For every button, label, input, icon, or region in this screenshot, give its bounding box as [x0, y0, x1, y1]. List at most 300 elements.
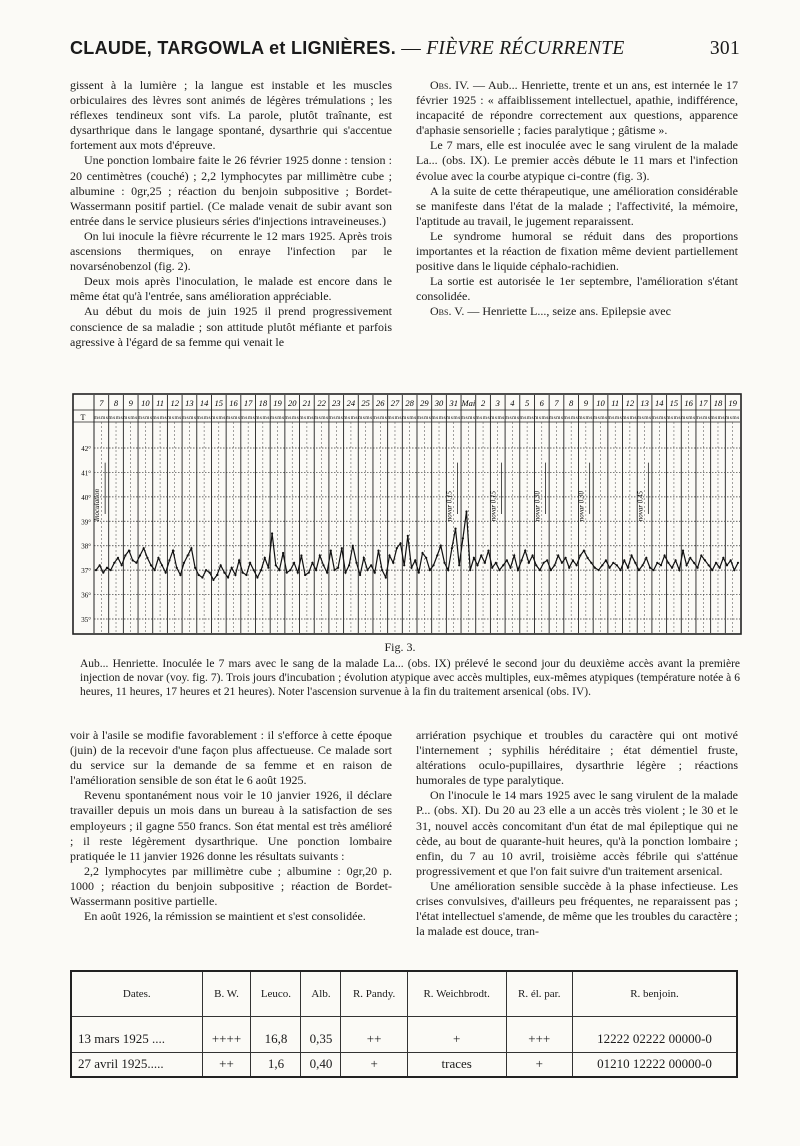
time-tick-label: m: [387, 415, 392, 421]
time-tick-label: s: [619, 415, 622, 421]
time-tick-label: m: [402, 415, 407, 421]
time-tick-label: s: [392, 415, 395, 421]
time-tick-label: m: [115, 415, 120, 421]
time-tick-label: s: [355, 415, 358, 421]
temperature-point: [495, 562, 497, 564]
time-tick-label: m: [372, 415, 377, 421]
figure-caption: [80, 657, 740, 699]
time-tick-label: s: [443, 415, 446, 421]
temperature-point: [308, 572, 310, 574]
temperature-point: [418, 572, 420, 574]
temperature-point: [242, 572, 244, 574]
temperature-point: [609, 567, 611, 569]
time-tick-label: s: [230, 415, 233, 421]
lab-table: [70, 970, 738, 1078]
table-cell: +++: [506, 1017, 572, 1053]
temperature-point: [399, 542, 401, 544]
column-header: B. W.: [202, 971, 251, 1017]
time-tick-label: m: [622, 415, 627, 421]
temperature-point: [293, 562, 295, 564]
temperature-point: [498, 569, 500, 571]
time-tick-label: s: [414, 415, 417, 421]
time-tick-label: s: [582, 415, 586, 421]
time-tick-label: m: [357, 415, 363, 421]
column-header: Dates.: [71, 971, 202, 1017]
temperature-point: [469, 569, 471, 571]
time-tick-label: s: [494, 415, 497, 421]
time-tick-label: m: [181, 415, 187, 421]
time-tick-label: s: [502, 415, 505, 421]
time-tick-label: s: [678, 415, 681, 421]
page-number: 301: [709, 38, 740, 59]
table-row: [71, 1017, 737, 1053]
header-title: FIÈVRE RÉCURRENTE: [426, 38, 625, 59]
time-tick-label: m: [563, 415, 568, 421]
temperature-point: [568, 567, 570, 569]
temperature-point: [546, 559, 548, 561]
time-tick-label: m: [394, 415, 399, 421]
time-tick-label: s: [641, 415, 644, 421]
paragraph: Le syndrome humoral se réduit dans des proportions importantes et la réaction de fixation même devient partiellement positive dans le liquide céphalo-rachidien.: [416, 228, 738, 274]
temperature-point: [99, 564, 101, 566]
temperature-point: [421, 552, 423, 554]
time-tick-label: m: [189, 415, 194, 421]
obs-label: Obs. IV.: [430, 78, 470, 92]
time-tick-label: s: [237, 415, 241, 421]
paragraph: Une ponction lombaire faite le 26 février 1925 donne : tension : 20 centimètres (couché) ; 2,2 lymphocytes par millimètre cube ; albumine : 0gr,25 ; réaction du benjoin subpositive ; Bordet-Wassermann positif partiel. (Ce malade venait de subir avant son entrée dans le service plusieurs séries d'injections intraveineuses.): [70, 153, 392, 228]
table-cell: ++++: [202, 1017, 251, 1053]
table-cell: 12222 02222 00000-0: [573, 1017, 738, 1053]
y-tick-label: 41°: [81, 469, 91, 478]
time-tick-label: s: [568, 415, 571, 421]
temperature-point: [476, 564, 478, 566]
time-tick-label: s: [399, 415, 402, 421]
time-tick-label: s: [538, 415, 542, 421]
temperature-point: [590, 562, 592, 564]
temperature-point: [517, 569, 519, 571]
time-tick-label: s: [597, 415, 600, 421]
time-tick-label: s: [458, 415, 461, 421]
time-tick-label: s: [626, 415, 630, 421]
day-tick-label: 27: [390, 398, 400, 408]
temperature-point: [656, 562, 658, 564]
time-tick-label: s: [303, 415, 307, 421]
temperature-point: [253, 569, 255, 571]
temperature-point: [161, 564, 163, 566]
temperature-point: [304, 574, 306, 576]
day-tick-label: 7: [554, 398, 559, 408]
temperature-point: [649, 567, 651, 569]
time-tick-label: m: [343, 415, 348, 421]
table-cell: 0,40: [301, 1052, 341, 1077]
temperature-point: [719, 567, 721, 569]
temperature-point: [675, 559, 677, 561]
time-tick-label: s: [663, 415, 666, 421]
temperature-point: [616, 564, 618, 566]
paragraph-text: — Henriette L..., seize ans. Epilepsie avec: [467, 304, 671, 319]
temperature-point: [403, 564, 405, 566]
table-cell: +: [341, 1052, 407, 1077]
y-tick-label: 35°: [81, 616, 91, 624]
temperature-point: [322, 564, 324, 566]
temperature-point: [392, 562, 394, 564]
time-tick-label: m: [460, 415, 466, 421]
temperature-point: [572, 559, 574, 561]
temperature-point: [711, 569, 713, 571]
temperature-point: [686, 564, 688, 566]
temperature-point: [620, 569, 622, 571]
temperature-point: [623, 559, 625, 561]
day-tick-label: 11: [156, 398, 165, 408]
time-tick-label: s: [531, 415, 534, 421]
time-tick-label: m: [556, 415, 561, 421]
y-tick-label: 36°: [81, 591, 91, 600]
temperature-point: [374, 572, 376, 574]
table-cell: +: [407, 1017, 506, 1053]
time-tick-label: s: [509, 415, 512, 421]
time-tick-label: s: [223, 415, 226, 421]
time-tick-label: s: [436, 415, 439, 421]
temperature-point: [465, 510, 467, 512]
paragraph: Le 7 mars, elle est inoculée avec le sang virulent de la malade La... (obs. IX). Le premier accès débute le 11 mars et l'infection évolue avec la courbe atypique ci-contre (fig. 3).: [416, 138, 738, 183]
temperature-point: [128, 550, 130, 552]
column-header: Alb.: [301, 971, 341, 1017]
day-tick-label: 9: [583, 398, 588, 408]
day-tick-label: 19: [273, 398, 282, 408]
time-tick-label: m: [651, 415, 656, 421]
temperature-point: [638, 569, 640, 571]
temperature-point: [319, 554, 321, 556]
time-tick-label: s: [142, 415, 145, 421]
time-tick-label: m: [152, 415, 157, 421]
time-tick-label: m: [306, 415, 311, 421]
column-header: R. benjoin.: [573, 971, 738, 1017]
temperature-point: [443, 562, 445, 564]
temperature-point: [234, 574, 236, 576]
temperature-point: [165, 572, 167, 574]
time-tick-label: s: [157, 415, 160, 421]
time-tick-label: s: [428, 415, 431, 421]
time-tick-label: s: [179, 415, 182, 421]
temperature-point: [539, 569, 541, 571]
time-tick-label: m: [468, 415, 473, 421]
temperature-point: [172, 550, 174, 552]
temperature-point: [565, 557, 567, 559]
temperature-point: [359, 574, 361, 576]
temperature-point: [458, 564, 460, 566]
table-cell: 01210 12222 00000-0: [573, 1052, 738, 1077]
paragraph-text: — Aub... Henriette, trente et un ans, est internée le 17 février 1925 : « affaiblissement intellectuel, apathie, indifférence, incapacité de répondre correctement aux questions, apparence d'aphasie sensorielle ; facies paralytique ; gâtisme ».: [416, 78, 738, 138]
temperature-point: [330, 550, 332, 552]
time-tick-label: m: [291, 415, 297, 421]
time-tick-label: m: [680, 415, 686, 421]
day-tick-label: 8: [113, 398, 119, 408]
time-tick-label: s: [267, 415, 270, 421]
paragraph: voir à l'asile se modifie favorablement : il s'efforce à cette époque (juin) de la recevoir d'une façon plus affectueuse. Ce malade sort du service sur la demande de sa femme et en raison de l'amélioration sensible de son état le 6 août 1925.: [70, 728, 392, 788]
temperature-point: [733, 569, 735, 571]
time-tick-label: m: [335, 415, 341, 421]
temperature-point: [535, 564, 537, 566]
table-cell: 0,35: [301, 1017, 341, 1053]
temperature-point: [176, 567, 178, 569]
temperature-point: [491, 567, 493, 569]
temperature-point: [278, 569, 280, 571]
temperature-point: [678, 569, 680, 571]
y-tick-label: 40°: [81, 493, 91, 502]
chart-annotation: novar 0,30: [577, 490, 586, 522]
time-tick-label: m: [409, 415, 414, 421]
temperature-point: [667, 562, 669, 564]
time-tick-label: m: [548, 415, 554, 421]
temperature-point: [583, 550, 585, 552]
temperature-point: [579, 554, 581, 556]
time-tick-label: m: [313, 415, 319, 421]
day-tick-label: 3: [495, 398, 500, 408]
temperature-point: [410, 567, 412, 569]
temperature-point: [190, 547, 192, 549]
column-right-top: [416, 78, 738, 320]
temperature-point: [135, 562, 137, 564]
day-tick-label: 18: [258, 398, 268, 408]
time-tick-label: s: [604, 415, 608, 421]
temperature-point: [124, 554, 126, 556]
temperature-point: [737, 562, 739, 564]
column-left-top: [70, 78, 392, 350]
day-tick-label: 8: [569, 398, 574, 408]
day-tick-label: Mai: [461, 398, 476, 408]
time-tick-label: m: [490, 415, 495, 421]
time-tick-label: s: [252, 415, 255, 421]
figure-label: Fig. 3.: [384, 640, 416, 654]
chart-annotation: Inoculation: [93, 489, 102, 522]
temperature-point: [249, 562, 251, 564]
temperature-point: [612, 562, 614, 564]
time-tick-label: m: [130, 415, 135, 421]
temperature-point: [286, 572, 288, 574]
day-tick-label: 14: [655, 398, 664, 408]
temperature-point: [509, 567, 511, 569]
time-tick-label: m: [101, 415, 106, 421]
temperature-point: [110, 569, 112, 571]
time-tick-label: s: [700, 415, 703, 421]
temperature-point: [256, 576, 258, 578]
temperature-point: [212, 579, 214, 581]
time-tick-label: m: [541, 415, 546, 421]
column-header: R. él. par.: [506, 971, 572, 1017]
time-tick-label: m: [262, 415, 267, 421]
temperature-point: [348, 564, 350, 566]
day-tick-label: 20: [287, 398, 297, 408]
temperature-point: [370, 564, 372, 566]
y-tick-label: 39°: [81, 518, 91, 527]
temperature-point: [341, 547, 343, 549]
temperature-point: [179, 574, 181, 576]
day-tick-label: 6: [539, 398, 544, 408]
temperature-point: [264, 557, 266, 559]
temperature-point: [388, 554, 390, 556]
day-tick-label: 7: [99, 398, 104, 408]
time-tick-label: m: [365, 415, 370, 421]
day-tick-label: 21: [302, 398, 312, 408]
day-tick-label: 5: [524, 398, 530, 408]
time-tick-label: m: [159, 415, 165, 421]
time-tick-label: s: [259, 415, 263, 421]
temperature-point: [598, 569, 600, 571]
time-tick-label: s: [311, 415, 314, 421]
time-tick-label: s: [516, 415, 520, 421]
day-tick-label: 15: [669, 398, 679, 408]
temperature-point: [315, 569, 317, 571]
time-tick-label: s: [186, 415, 189, 421]
temperature-point: [385, 576, 387, 578]
time-tick-label: m: [424, 415, 429, 421]
column-header: R. Pandy.: [341, 971, 407, 1017]
time-tick-label: s: [296, 415, 299, 421]
temperature-point: [231, 567, 233, 569]
paragraph: La sortie est autorisée le 1er septembre, l'amélioration s'étant consolidée.: [416, 274, 738, 304]
time-tick-label: m: [277, 415, 282, 421]
temperature-point: [594, 567, 596, 569]
temperature-point: [532, 554, 534, 556]
time-tick-label: m: [203, 415, 209, 421]
time-tick-label: m: [482, 415, 488, 421]
day-tick-label: 26: [376, 398, 385, 408]
temperature-point: [381, 569, 383, 571]
time-tick-label: s: [612, 415, 615, 421]
time-tick-label: m: [497, 415, 502, 421]
temperature-point: [363, 557, 365, 559]
day-tick-label: 12: [170, 398, 179, 408]
column-right-bottom: [416, 728, 738, 939]
temperature-point: [521, 559, 523, 561]
time-tick-label: m: [629, 415, 634, 421]
time-tick-label: m: [269, 415, 275, 421]
time-tick-label: m: [526, 415, 532, 421]
time-tick-label: s: [370, 415, 373, 421]
temperature-point: [664, 554, 666, 556]
time-tick-label: m: [379, 415, 385, 421]
temperature-point: [454, 528, 456, 530]
paragraph: On l'inocule le 14 mars 1925 avec le sang virulent de la malade P... (obs. XI). Du 20 au 23 elle a un accès très violent ; le 30 et le 31, nouvel accès concomitant d'un état de mal épileptique qui ne cède, au bout de quarante-huit heures, qu'à la ponction lombaire ; enfin, du 7 au 10 avril, troisième accès fébrile qui s'atténue progressivement et que l'on fait suivre d'un traitement arsenical.: [416, 788, 738, 878]
time-tick-label: m: [592, 415, 598, 421]
time-tick-label: s: [98, 415, 101, 421]
time-tick-label: m: [284, 415, 289, 421]
temperature-point: [377, 550, 379, 552]
temperature-point: [209, 572, 211, 574]
time-tick-label: m: [519, 415, 524, 421]
time-tick-label: s: [215, 415, 219, 421]
temperature-point: [601, 564, 603, 566]
time-tick-label: m: [636, 415, 642, 421]
time-tick-label: m: [255, 415, 260, 421]
temperature-point: [722, 557, 724, 559]
table-cell: 13 mars 1925 ....: [71, 1017, 202, 1053]
time-tick-label: m: [578, 415, 583, 421]
temperature-point: [194, 567, 196, 569]
temperature-point: [432, 564, 434, 566]
time-tick-label: m: [702, 415, 708, 421]
temperature-point: [150, 564, 152, 566]
temperature-point: [645, 557, 647, 559]
chart-annotation: novar 0,15: [489, 490, 498, 522]
day-tick-label: 18: [713, 398, 723, 408]
temperature-point: [102, 572, 104, 574]
temperature-point: [139, 554, 141, 556]
temperature-point: [344, 572, 346, 574]
running-header: [70, 38, 740, 60]
time-tick-label: s: [722, 415, 725, 421]
time-tick-label: m: [688, 415, 693, 421]
temperature-point: [693, 562, 695, 564]
chart-annotation: novar 0,45: [636, 490, 645, 522]
day-tick-label: 30: [434, 398, 444, 408]
temperature-point: [708, 564, 710, 566]
time-tick-label: s: [685, 415, 688, 421]
time-tick-label: m: [350, 415, 355, 421]
day-tick-label: 16: [684, 398, 693, 408]
temperature-point: [671, 567, 673, 569]
time-tick-label: s: [649, 415, 652, 421]
time-tick-label: m: [512, 415, 517, 421]
temperature-point: [554, 564, 556, 566]
time-tick-label: s: [113, 415, 116, 421]
time-tick-label: m: [695, 415, 700, 421]
temperature-point: [543, 562, 545, 564]
time-tick-label: s: [333, 415, 336, 421]
column-header: R. Weichbrodt.: [407, 971, 506, 1017]
temperature-point: [425, 557, 427, 559]
temperature-point: [440, 545, 442, 547]
time-tick-label: m: [607, 415, 612, 421]
temperature-point: [653, 569, 655, 571]
time-tick-label: s: [201, 415, 204, 421]
temperature-point: [245, 574, 247, 576]
temperature-point: [311, 562, 313, 564]
day-tick-label: 31: [449, 398, 458, 408]
temperature-point: [267, 567, 269, 569]
time-tick-label: m: [644, 415, 649, 421]
day-tick-label: 4: [510, 398, 515, 408]
time-tick-label: s: [480, 415, 483, 421]
time-tick-label: s: [377, 415, 380, 421]
day-tick-label: 9: [128, 398, 133, 408]
time-tick-label: m: [196, 415, 201, 421]
time-tick-label: m: [614, 415, 620, 421]
temperature-point: [227, 576, 229, 578]
time-tick-label: s: [289, 415, 292, 421]
time-tick-label: m: [475, 415, 480, 421]
temperature-point: [282, 552, 284, 554]
temperature-chart-svg: [72, 393, 742, 635]
paragraph: arriération psychique et troubles du caractère qui ont motivé l'internement ; syphilis héréditaire ; état démentiel fruste, altérations oculo-pupillaires, dysarthrie légère ; réactions humorales de type paralytique.: [416, 728, 738, 788]
temperature-point: [337, 567, 339, 569]
day-tick-label: 11: [611, 398, 620, 408]
time-tick-label: s: [487, 415, 490, 421]
temperature-point: [631, 554, 633, 556]
time-tick-label: m: [211, 415, 216, 421]
temperature-point: [605, 559, 607, 561]
day-tick-label: 17: [699, 398, 708, 408]
temperature-point: [333, 569, 335, 571]
temperature-point: [275, 564, 277, 566]
time-tick-label: m: [123, 415, 128, 421]
temperature-point: [121, 564, 123, 566]
time-tick-label: m: [247, 415, 253, 421]
time-tick-label: m: [710, 415, 715, 421]
temperature-point: [407, 535, 409, 537]
time-tick-label: s: [656, 415, 659, 421]
time-tick-label: m: [600, 415, 605, 421]
